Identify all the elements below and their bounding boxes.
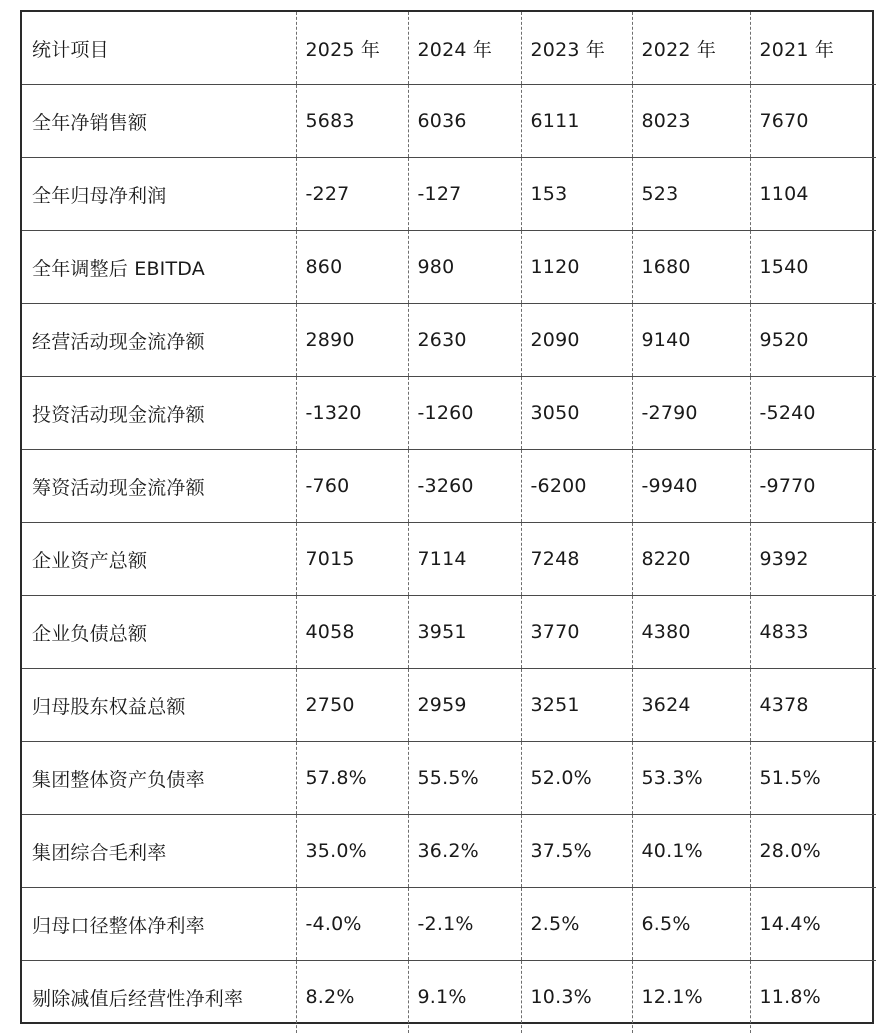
row-label: 归母股东权益总额 [22,669,296,742]
table-row [22,377,876,450]
table-cell: 35.0% [296,815,408,888]
table-cell: 2750 [296,669,408,742]
table-cell: 6.5% [632,888,750,961]
table-header-row [22,12,876,85]
table-cell: 860 [296,231,408,304]
table-row [22,85,876,158]
table-cell: -227 [296,158,408,231]
table-cell: 2890 [296,304,408,377]
table-cell: 153 [521,158,632,231]
table-cell: -2790 [632,377,750,450]
table-cell: 36.2% [408,815,521,888]
table-row [22,669,876,742]
table-cell: 2.5% [521,888,632,961]
header-cell-2022: 2022 年 [632,12,750,85]
header-cell-2021: 2021 年 [750,12,876,85]
table-row [22,742,876,815]
row-label: 经营活动现金流净额 [22,304,296,377]
table-cell: 53.3% [632,742,750,815]
row-label: 归母口径整体净利率 [22,888,296,961]
header-cell-2025: 2025 年 [296,12,408,85]
table-cell: 2959 [408,669,521,742]
table-cell: 3050 [521,377,632,450]
table-cell: 8023 [632,85,750,158]
table-cell: -4.0% [296,888,408,961]
table-cell: 12.1% [632,961,750,1034]
table-cell: -760 [296,450,408,523]
table-cell: 6111 [521,85,632,158]
table-cell: -5240 [750,377,876,450]
header-cell-2023: 2023 年 [521,12,632,85]
table-row [22,596,876,669]
table-cell: 52.0% [521,742,632,815]
row-label: 企业资产总额 [22,523,296,596]
table-cell: 11.8% [759,986,821,1008]
financial-table-container [20,10,874,1024]
table-cell: 7670 [750,85,876,158]
table-cell: 9140 [632,304,750,377]
row-label: 剔除减值后经营性净利率 [22,961,296,1034]
row-label: 全年净销售额 [22,85,296,158]
table-cell: -9940 [632,450,750,523]
table-cell: 8220 [632,523,750,596]
row-label: 投资活动现金流净额 [22,377,296,450]
table-cell: 8.2% [296,961,408,1034]
table-cell: 9392 [750,523,876,596]
table-row [22,815,876,888]
table-row [22,523,876,596]
table-cell: 1540 [750,231,876,304]
table-cell: -1260 [408,377,521,450]
table-cell: 10.3% [521,961,632,1034]
table-row [22,304,876,377]
table-cell: 3770 [521,596,632,669]
row-label: 全年调整后 EBITDA [22,231,296,304]
row-label: 筹资活动现金流净额 [22,450,296,523]
table-cell: 523 [632,158,750,231]
financial-summary-table [22,12,876,1033]
table-cell: 40.1% [632,815,750,888]
table-cell: 980 [408,231,521,304]
table-row [22,158,876,231]
table-cell: 1120 [521,231,632,304]
table-row [22,888,876,961]
table-row [22,450,876,523]
table-cell: -9770 [750,450,876,523]
table-cell: 4378 [750,669,876,742]
row-label: 集团整体资产负债率 [22,742,296,815]
table-cell: 3951 [408,596,521,669]
table-cell: 7114 [408,523,521,596]
table-cell: 1104 [750,158,876,231]
table-cell: 14.4% [750,888,876,961]
table-cell: 6036 [408,85,521,158]
table-cell: 51.5% [750,742,876,815]
table-cell: 28.0% [750,815,876,888]
table-cell: 4833 [750,596,876,669]
table-row [22,231,876,304]
table-cell: -3260 [408,450,521,523]
table-cell: 4058 [296,596,408,669]
table-cell: 37.5% [521,815,632,888]
table-cell: 9.1% [408,961,521,1034]
table-cell: 4380 [632,596,750,669]
row-label: 全年归母净利润 [22,158,296,231]
table-cell: 2630 [408,304,521,377]
table-cell: 57.8% [296,742,408,815]
table-cell: 55.5% [408,742,521,815]
header-cell-2024: 2024 年 [408,12,521,85]
table-cell: -6200 [521,450,632,523]
table-cell: 1680 [632,231,750,304]
table-cell: 9520 [750,304,876,377]
row-label: 集团综合毛利率 [22,815,296,888]
table-cell: 5683 [296,85,408,158]
table-cell: -1320 [296,377,408,450]
table-cell: 3624 [632,669,750,742]
table-cell: 2090 [521,304,632,377]
table-cell: 7248 [521,523,632,596]
table-cell: 3251 [521,669,632,742]
table-cell: 7015 [296,523,408,596]
table-cell: -127 [408,158,521,231]
table-cell: -2.1% [408,888,521,961]
table-row [22,961,876,1034]
header-cell-item: 统计项目 [22,12,296,85]
row-label: 企业负债总额 [22,596,296,669]
